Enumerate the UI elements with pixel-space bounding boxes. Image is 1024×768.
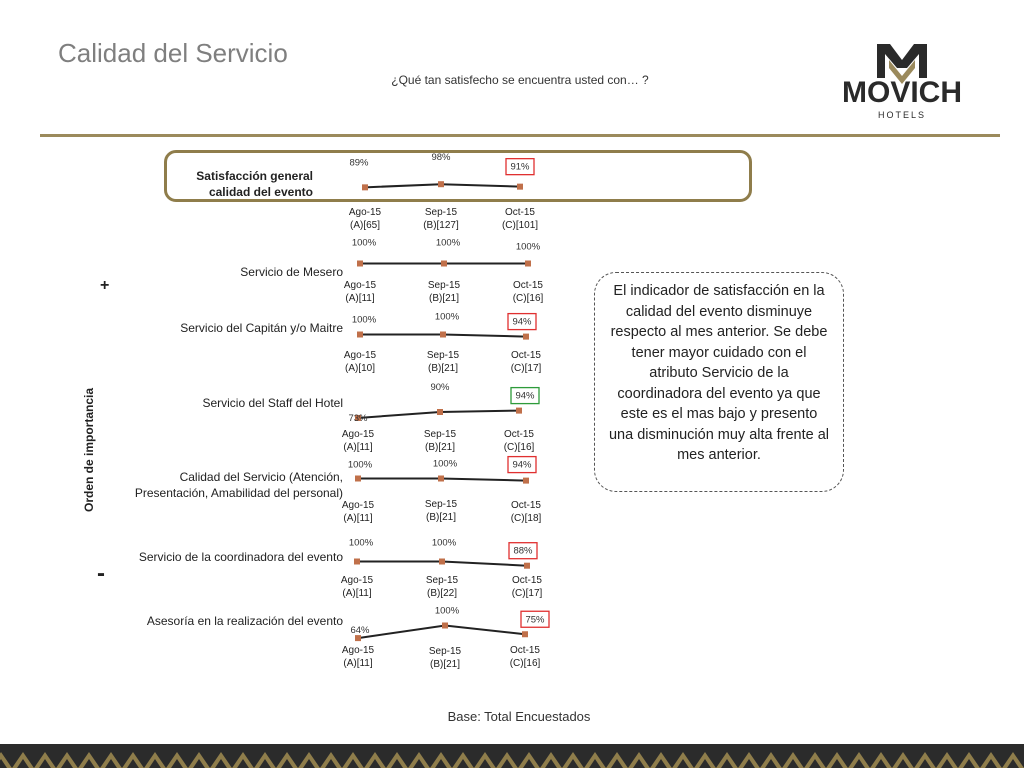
sample-base-label: (A)[65]: [349, 220, 381, 231]
data-point-marker: [442, 623, 448, 629]
data-label: 94%: [515, 390, 535, 402]
period-label: Sep-15: [424, 207, 458, 218]
base-footnote: Base: Total Encuestados: [447, 709, 591, 724]
period-label: Sep-15: [425, 575, 459, 586]
data-point-marker: [523, 334, 529, 340]
row-label-line: Servicio de Mesero: [240, 265, 343, 279]
period-label: Oct-15: [512, 280, 544, 291]
sample-base-label: (B)[21]: [425, 512, 457, 523]
sample-base-label: (A)[11]: [343, 442, 373, 453]
data-label: 100%: [432, 458, 458, 470]
sample-base-label: (C)[17]: [511, 588, 543, 599]
data-point-marker: [439, 559, 445, 565]
question-subtitle: ¿Qué tan satisfecho se encuentra usted con… ?: [391, 73, 649, 87]
data-point-marker: [522, 631, 528, 637]
data-label: 100%: [431, 537, 457, 549]
data-label: 100%: [351, 314, 377, 326]
data-label: 94%: [512, 316, 532, 328]
importance-axis-text: Orden de importancia: [82, 387, 96, 513]
period-label: Ago-15: [340, 575, 374, 586]
sample-base-label: (A)[10]: [344, 363, 376, 374]
page-title: Calidad del Servicio: [58, 38, 288, 68]
data-label: 100%: [351, 237, 377, 249]
data-point-marker: [517, 184, 523, 190]
period-label: Ago-15: [341, 500, 375, 511]
decorative-footer-band: [0, 744, 1024, 768]
data-point-marker: [525, 261, 531, 267]
period-label: Oct-15: [504, 207, 536, 218]
period-label: Sep-15: [426, 350, 460, 361]
data-label: 89%: [349, 157, 369, 169]
period-label: Ago-15: [343, 350, 377, 361]
logo-wordmark: MOVICH: [842, 76, 962, 109]
data-point-marker: [355, 476, 361, 482]
row-label-line: Presentación, Amabilidad del personal): [134, 486, 343, 500]
data-point-marker: [438, 181, 444, 187]
data-label: 90%: [430, 382, 450, 393]
data-label: 100%: [347, 459, 373, 471]
data-label: 100%: [515, 241, 541, 253]
series-line: [358, 626, 525, 639]
data-point-marker: [357, 332, 363, 338]
sample-base-label: (A)[11]: [342, 588, 372, 599]
data-label: 91%: [510, 161, 530, 173]
sample-base-label: (C)[101]: [501, 220, 539, 231]
insight-note: El indicador de satisfacción en la calidad del evento disminuye respecto al mes anterior. Se debe tener mayor cuidado con el atributo Servicio de la coordinadora del evento ya que este es el mas bajo y presento una disminución muy alta frente al mes anterior.: [594, 272, 844, 492]
data-point-marker: [440, 332, 446, 338]
importance-low-symbol: -: [97, 560, 105, 587]
row-label-line: Calidad del Servicio (Atención,: [179, 470, 343, 484]
data-label: 73%: [348, 412, 368, 424]
period-label: Sep-15: [424, 499, 458, 510]
data-point-marker: [523, 478, 529, 484]
sample-base-label: (C)[16]: [503, 442, 535, 453]
data-point-marker: [438, 476, 444, 482]
sample-base-label: (B)[21]: [427, 363, 459, 374]
sample-base-label: (B)[21]: [428, 293, 460, 304]
data-point-marker: [516, 408, 522, 414]
data-point-marker: [441, 261, 447, 267]
period-label: Sep-15: [427, 280, 461, 291]
period-label: Oct-15: [503, 429, 535, 440]
data-label: 75%: [525, 614, 545, 626]
sample-base-label: (A)[11]: [345, 293, 375, 304]
data-point-marker: [362, 184, 368, 190]
sample-base-label: (B)[22]: [426, 588, 458, 599]
sample-base-label: (B)[21]: [429, 659, 461, 670]
importance-high-symbol: +: [100, 277, 110, 294]
data-label: 64%: [350, 625, 370, 637]
row-label-line: Servicio del Staff del Hotel: [202, 396, 343, 410]
data-label: 100%: [435, 237, 461, 249]
period-label: Sep-15: [423, 429, 457, 440]
period-label: Ago-15: [348, 207, 382, 218]
data-point-marker: [524, 563, 530, 569]
sample-base-label: (C)[18]: [510, 513, 542, 524]
data-label: 100%: [348, 537, 374, 549]
data-label: 94%: [512, 459, 532, 471]
data-point-marker: [437, 409, 443, 415]
period-label: Oct-15: [511, 575, 543, 586]
period-label: Ago-15: [341, 429, 375, 440]
data-label: 98%: [431, 152, 451, 164]
period-label: Oct-15: [510, 500, 542, 511]
period-label: Oct-15: [509, 645, 541, 656]
data-point-marker: [354, 559, 360, 565]
logo-subtitle: HOTELS: [877, 110, 927, 120]
sample-base-label: (C)[17]: [510, 363, 542, 374]
row-label-line: calidad del evento: [208, 185, 313, 199]
sample-base-label: (B)[127]: [423, 220, 459, 231]
period-label: Sep-15: [428, 646, 462, 657]
period-label: Oct-15: [510, 350, 542, 361]
data-point-marker: [357, 261, 363, 267]
data-label: 88%: [513, 545, 533, 557]
sample-base-label: (A)[11]: [343, 513, 373, 524]
sample-base-label: (C)[16]: [512, 293, 544, 304]
row-label-line: Satisfacción general: [196, 169, 313, 183]
row-label-line: Servicio de la coordinadora del evento: [138, 550, 343, 564]
sample-base-label: (B)[21]: [424, 442, 456, 453]
data-label: 100%: [434, 605, 460, 617]
period-label: Ago-15: [341, 645, 375, 656]
row-label-line: Asesoría en la realización del evento: [146, 614, 343, 628]
sample-base-label: (C)[16]: [509, 658, 541, 669]
data-label: 100%: [434, 311, 460, 323]
sample-base-label: (A)[11]: [343, 658, 373, 669]
row-label-line: Servicio del Capitán y/o Maitre: [180, 321, 343, 335]
period-label: Ago-15: [343, 280, 377, 291]
